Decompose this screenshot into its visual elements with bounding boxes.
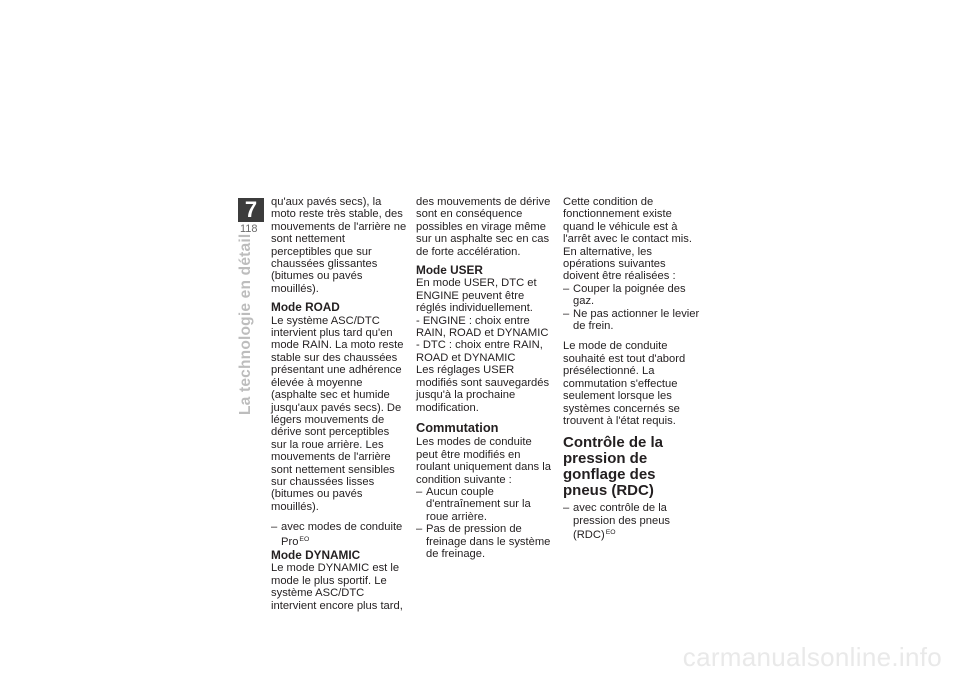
dash-item-rdc [563,502,703,541]
page-number: 118 [240,223,258,235]
dash-item: – Couper la poignée des gaz. [563,283,703,308]
dash-item: – Pas de pression de freinage dans le système de freinage. [416,523,554,560]
eo-suffix: EO [605,529,616,537]
eo-suffix: EO [299,535,310,543]
column-1 [271,196,407,612]
heading-mode-user: Mode USER [416,263,483,278]
paragraph: des mouvements de dérive sont en conséquence possibles en virage même sur un asphalte sec en cas de forte accélération. [416,196,551,258]
paragraph: En mode USER, DTC et ENGINE peuvent être réglés individuellement. [416,277,537,315]
dash-item: – Aucun couple d'entraînement sur la roue arrière. [416,486,554,523]
dash-item-label: avec contrôle de la pression des pneus (RDC) [573,502,671,542]
chapter-tab [238,197,264,235]
paragraph: Le mode DYNAMIC est le mode le plus sportif. Le système ASC/DTC intervient encore plus tard, [271,562,403,612]
paragraph: Cette condition de fonctionnement existe quand le véhicule est à l'arrêt avec le contact mis. En alternative, les opérations suivantes doivent être réalisées : [563,196,692,283]
dash-item-pro [271,521,407,548]
paragraph: Les réglages USER modifiés sont sauvegardés jusqu'à la prochaine modification. [416,364,550,414]
chapter-title: La technologie en détail [237,233,254,415]
heading-mode-road: Mode ROAD [271,300,340,315]
column-2 [416,196,554,560]
heading-mode-dynamic: Mode DYNAMIC [271,547,361,562]
paragraph: Le mode de conduite souhaité est tout d'abord présélectionné. La commutation s'effectue seulement lorsque les systèmes concernés se trouvent à l'état requis. [563,340,686,427]
paragraph: Le système ASC/DTC intervient plus tard qu'en mode RAIN. La moto reste stable sur des chaussées présentant une adhérence élevée à moyenne (asphalte sec et humide jusqu'aux pavés secs). De légers mouvements de dérive sont perceptibles sur la roue arrière. Les mouvements de l'arrière sont nettement sensibles sur chaussées lisses (bitumes ou pavés mouillés). [271,314,404,513]
list-line-engine: - ENGINE : choix entre RAIN, ROAD et DYNAMIC [416,314,549,340]
list-line-dtc: - DTC : choix entre RAIN, ROAD et DYNAMIC [416,339,543,364]
heading-rdc: Contrôle de la pression de gonflage des pneus (RDC) [563,434,664,500]
dash-item-label: avec modes de conduite Pro [281,521,403,548]
dash-item: – Ne pas actionner le levier de frein. [563,308,703,333]
chapter-number: 7 [238,198,264,222]
watermark: carmanualsonline.info [682,642,942,672]
heading-commutation: Commutation [416,419,499,435]
column-3 [563,196,703,542]
paragraph: qu'aux pavés secs), la moto reste très stable, des mouvements de l'arrière ne sont nettement perceptibles que sur chaussées glissantes (bitumes ou pavés mouillés). [271,196,407,295]
paragraph: Les modes de conduite peut être modifiés en roulant uniquement dans la condition suivante : [416,436,551,486]
